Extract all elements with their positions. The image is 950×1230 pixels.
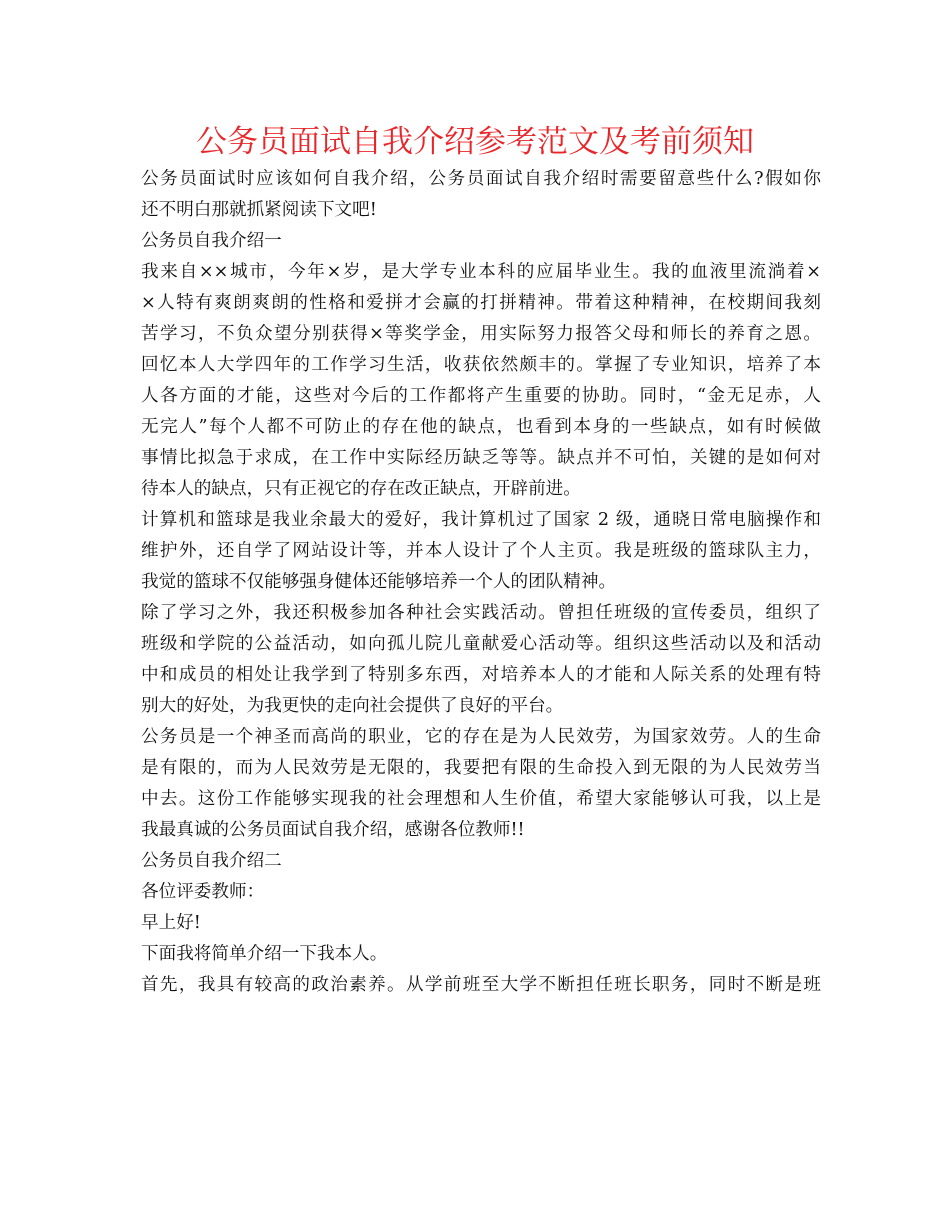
text-line: 维护外，还自学了网站设计等，并本人设计了个人主页。我是班级的篮球队主力， [141, 541, 821, 561]
text-line: 下面我将简单介绍一下我本人。 [141, 944, 388, 964]
text-line: 事情比拟急于求成，在工作中实际经历缺乏等等。缺点并不可怕，关键的是如何对 [141, 448, 821, 468]
text-line: 公务员自我介绍一 [141, 231, 282, 251]
text-line: 苦学习，不负众望分别获得×等奖学金，用实际努力报答父母和师长的养育之恩。 [141, 324, 821, 344]
text-line: 公务员自我介绍二 [141, 851, 282, 871]
text-line: 早上好! [141, 913, 201, 933]
text-line: 还不明白那就抓紧阅读下文吧! [141, 200, 377, 220]
text-line: 我最真诚的公务员面试自我介绍，感谢各位教师!! [141, 820, 525, 840]
text-line: 除了学习之外，我还积极参加各种社会实践活动。曾担任班级的宣传委员，组织了 [141, 603, 821, 623]
text-line: 待本人的缺点，只有正视它的存在改正缺点，开辟前进。 [141, 479, 581, 499]
text-line: 班级和学院的公益活动，如向孤儿院儿童献爱心活动等。组织这些活动以及和活动 [141, 634, 821, 654]
text-line: 无完人”每个人都不可防止的存在他的缺点，也看到本身的一些缺点，如有时候做 [141, 417, 821, 437]
text-line: 我来自××城市，今年×岁，是大学专业本科的应届毕业生。我的血液里流淌着× [141, 262, 821, 282]
document-title: 公务员面试自我介绍参考范文及考前须知 [196, 124, 754, 160]
text-line: 中去。这份工作能够实现我的社会理想和人生价值，希望大家能够认可我，以上是 [141, 789, 821, 809]
text-line: 我觉的篮球不仅能够强身健体还能够培养一个人的团队精神。 [141, 572, 617, 592]
text-line: ×人特有爽朗爽朗的性格和爱拼才会赢的打拼精神。带着这种精神，在校期间我刻 [141, 293, 821, 313]
document-body [141, 164, 821, 1001]
text-line: 中和成员的相处让我学到了特别多东西，对培养本人的才能和人际关系的处理有特 [141, 665, 821, 685]
text-line: 公务员面试时应该如何自我介绍，公务员面试自我介绍时需要留意些什么?假如你 [141, 169, 821, 189]
text-line: 人各方面的才能，这些对今后的工作都将产生重要的协助。同时，“金无足赤，人 [141, 386, 821, 406]
text-line: 计算机和篮球是我业余最大的爱好，我计算机过了国家 2 级，通晓日常电脑操作和 [141, 510, 821, 530]
text-line: 回忆本人大学四年的工作学习生活，收获依然颇丰的。掌握了专业知识，培养了本 [141, 355, 821, 375]
text-line: 首先，我具有较高的政治素养。从学前班至大学不断担任班长职务，同时不断是班 [141, 975, 821, 995]
text-line: 公务员是一个神圣而高尚的职业，它的存在是为人民效劳，为国家效劳。人的生命 [141, 727, 821, 747]
text-line: 别大的好处，为我更快的走向社会提供了良好的平台。 [141, 696, 564, 716]
text-line: 各位评委教师： [141, 882, 265, 902]
text-line: 是有限的，而为人民效劳是无限的，我要把有限的生命投入到无限的为人民效劳当 [141, 758, 821, 778]
